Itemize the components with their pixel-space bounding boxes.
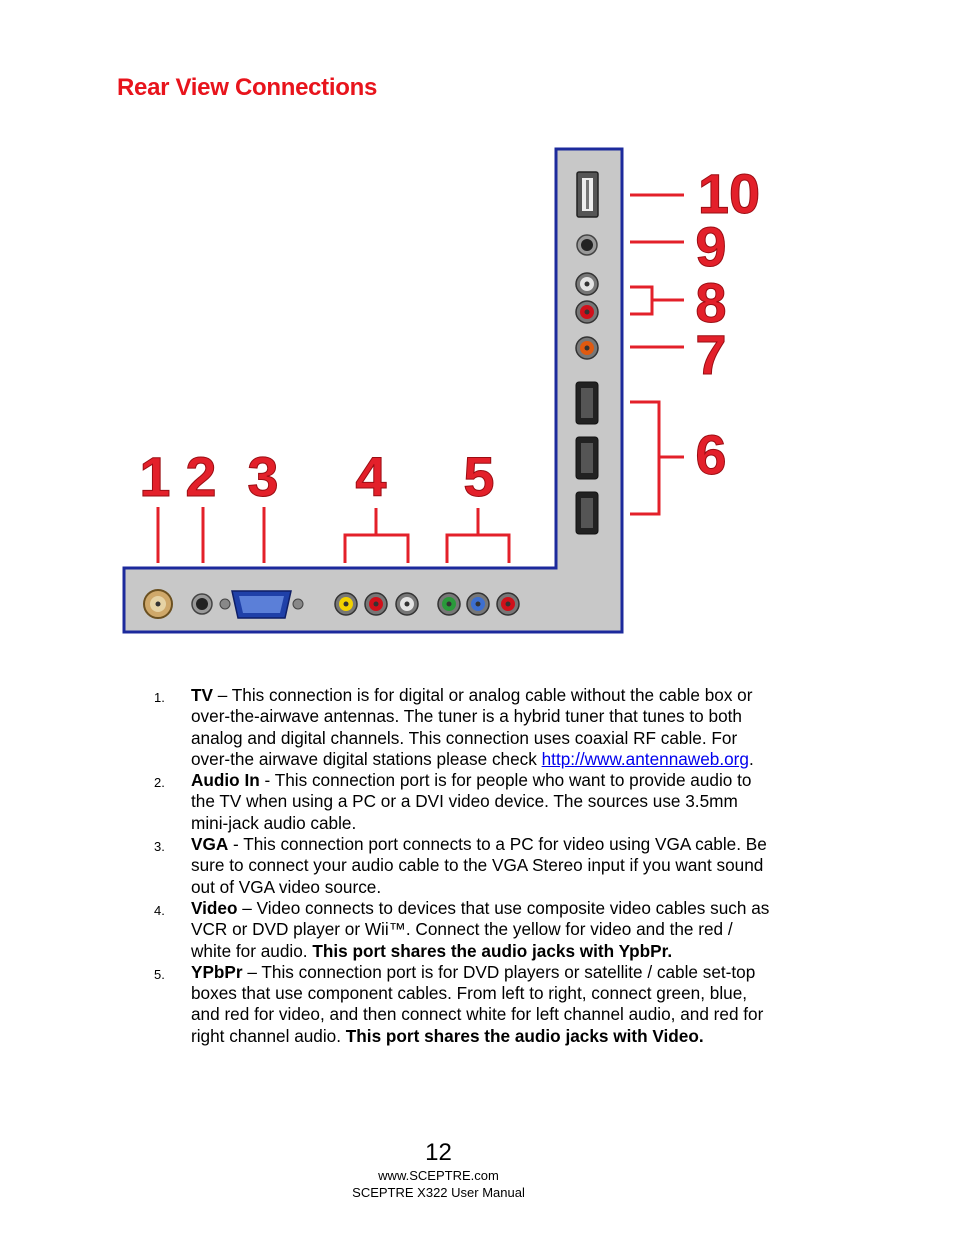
rear-panel — [124, 149, 622, 632]
callout-7: 7 — [695, 323, 727, 386]
callout-2: 2 — [185, 445, 217, 508]
component-green-rca-icon — [438, 593, 460, 615]
callout-3: 3 — [247, 445, 279, 508]
page-number: 12 — [425, 1139, 452, 1166]
rear-connections-diagram — [118, 144, 768, 639]
list-item: 5. YPbPr – This connection port is for DVD players or satellite / cable set-top boxes that use component cables. From left to right, connect green, blue, and red for video, and then connect white for left channel audio, and red for right channel audio. This port shares the audio jacks with Video. — [154, 961, 764, 1046]
callout-1: 1 — [139, 445, 171, 508]
list-item: 3. VGA - This connection port connects to a PC for video using VGA cable. Be sure to connect your audio cable to the VGA Stereo input if you want sound out of VGA video source. — [154, 834, 767, 897]
list-item: 1. TV – This connection is for digital or analog cable without the cable box or over-the-airwave antennas. The tuner is a hybrid tuner that tunes to both analog and digital channels. This connection uses coaxial RF cable. For over-the airwave digital stations please check http://www.antennaweb.org. — [154, 685, 754, 769]
callout-8: 8 — [695, 271, 727, 334]
item-text: – Video connects to devices that use composite video cables such as VCR or DVD player or Wii™. Connect the yellow for video and the red / white for audio. — [191, 897, 770, 961]
item-name: YPbPr — [191, 961, 243, 982]
item-name: VGA — [191, 834, 229, 855]
footer-url: www.SCEPTRE.com — [378, 1168, 499, 1183]
usb-port-icon — [577, 172, 598, 217]
item-name: Video — [191, 897, 238, 918]
callout-6: 6 — [695, 423, 727, 486]
audio-white-rca-icon — [396, 593, 418, 615]
coax-tv-port-icon — [144, 590, 172, 618]
antennaweb-link[interactable]: http://www.antennaweb.org — [541, 748, 749, 769]
callout-4: 4 — [355, 445, 387, 508]
connection-list — [150, 685, 770, 1047]
audio-out-white-rca-icon — [576, 273, 598, 295]
item-text: - This connection port connects to a PC for video using VGA cable. Be sure to connect your audio cable to the VGA Stereo input if you want sound out of VGA video source. — [191, 834, 767, 897]
audio-out-red-rca-icon — [576, 301, 598, 323]
item-text: – This connection port is for DVD players or satellite / cable set-top boxes that use component cables. From left to right, connect green, blue, and red for video, and then connect white for left channel audio, and red for right channel audio. — [191, 961, 764, 1046]
list-item: 2. Audio In - This connection port is for people who want to provide audio to the TV when using a PC or a DVI video device. The sources use 3.5mm mini-jack audio cable. — [154, 770, 752, 833]
item-name: Audio In — [191, 770, 260, 791]
component-red-rca-icon — [497, 593, 519, 615]
item-text: – This connection is for digital or analog cable without the cable box or over-the-airwave antennas. The tuner is a hybrid tuner that tunes to both analog and digital channels. This connection uses coaxial RF cable. For over-the airwave digital stations please check — [191, 685, 753, 769]
hdmi-port-3-icon — [576, 492, 598, 534]
item-note: This port shares the audio jacks with Video. — [345, 1025, 704, 1046]
list-item: 4. Video – Video connects to devices that use composite video cables such as VCR or DVD player or Wii™. Connect the yellow for video and the red / white for audio. This port shares the audio jacks with YpbPr. — [154, 897, 770, 961]
callout-5: 5 — [463, 445, 495, 508]
hdmi-port-1-icon — [576, 382, 598, 424]
item-text: - This connection port is for people who want to provide audio to the TV when using a PC or a DVI video device. The sources use 3.5mm mini-jack audio cable. — [191, 770, 752, 833]
hdmi-port-2-icon — [576, 437, 598, 479]
component-blue-rca-icon — [467, 593, 489, 615]
spdif-coaxial-rca-icon — [576, 337, 598, 359]
audio-red-rca-icon — [365, 593, 387, 615]
callout-9: 9 — [695, 215, 727, 278]
audio-out-jack-icon — [577, 235, 597, 255]
video-yellow-rca-icon — [335, 593, 357, 615]
callout-10: 10 — [697, 162, 761, 225]
page-title: Rear View Connections — [117, 74, 377, 101]
item-note: This port shares the audio jacks with YpbPr. — [312, 940, 673, 961]
item-name: TV — [191, 685, 213, 705]
audio-in-jack-icon — [192, 594, 212, 614]
footer-manual-title: SCEPTRE X322 User Manual — [352, 1185, 525, 1200]
